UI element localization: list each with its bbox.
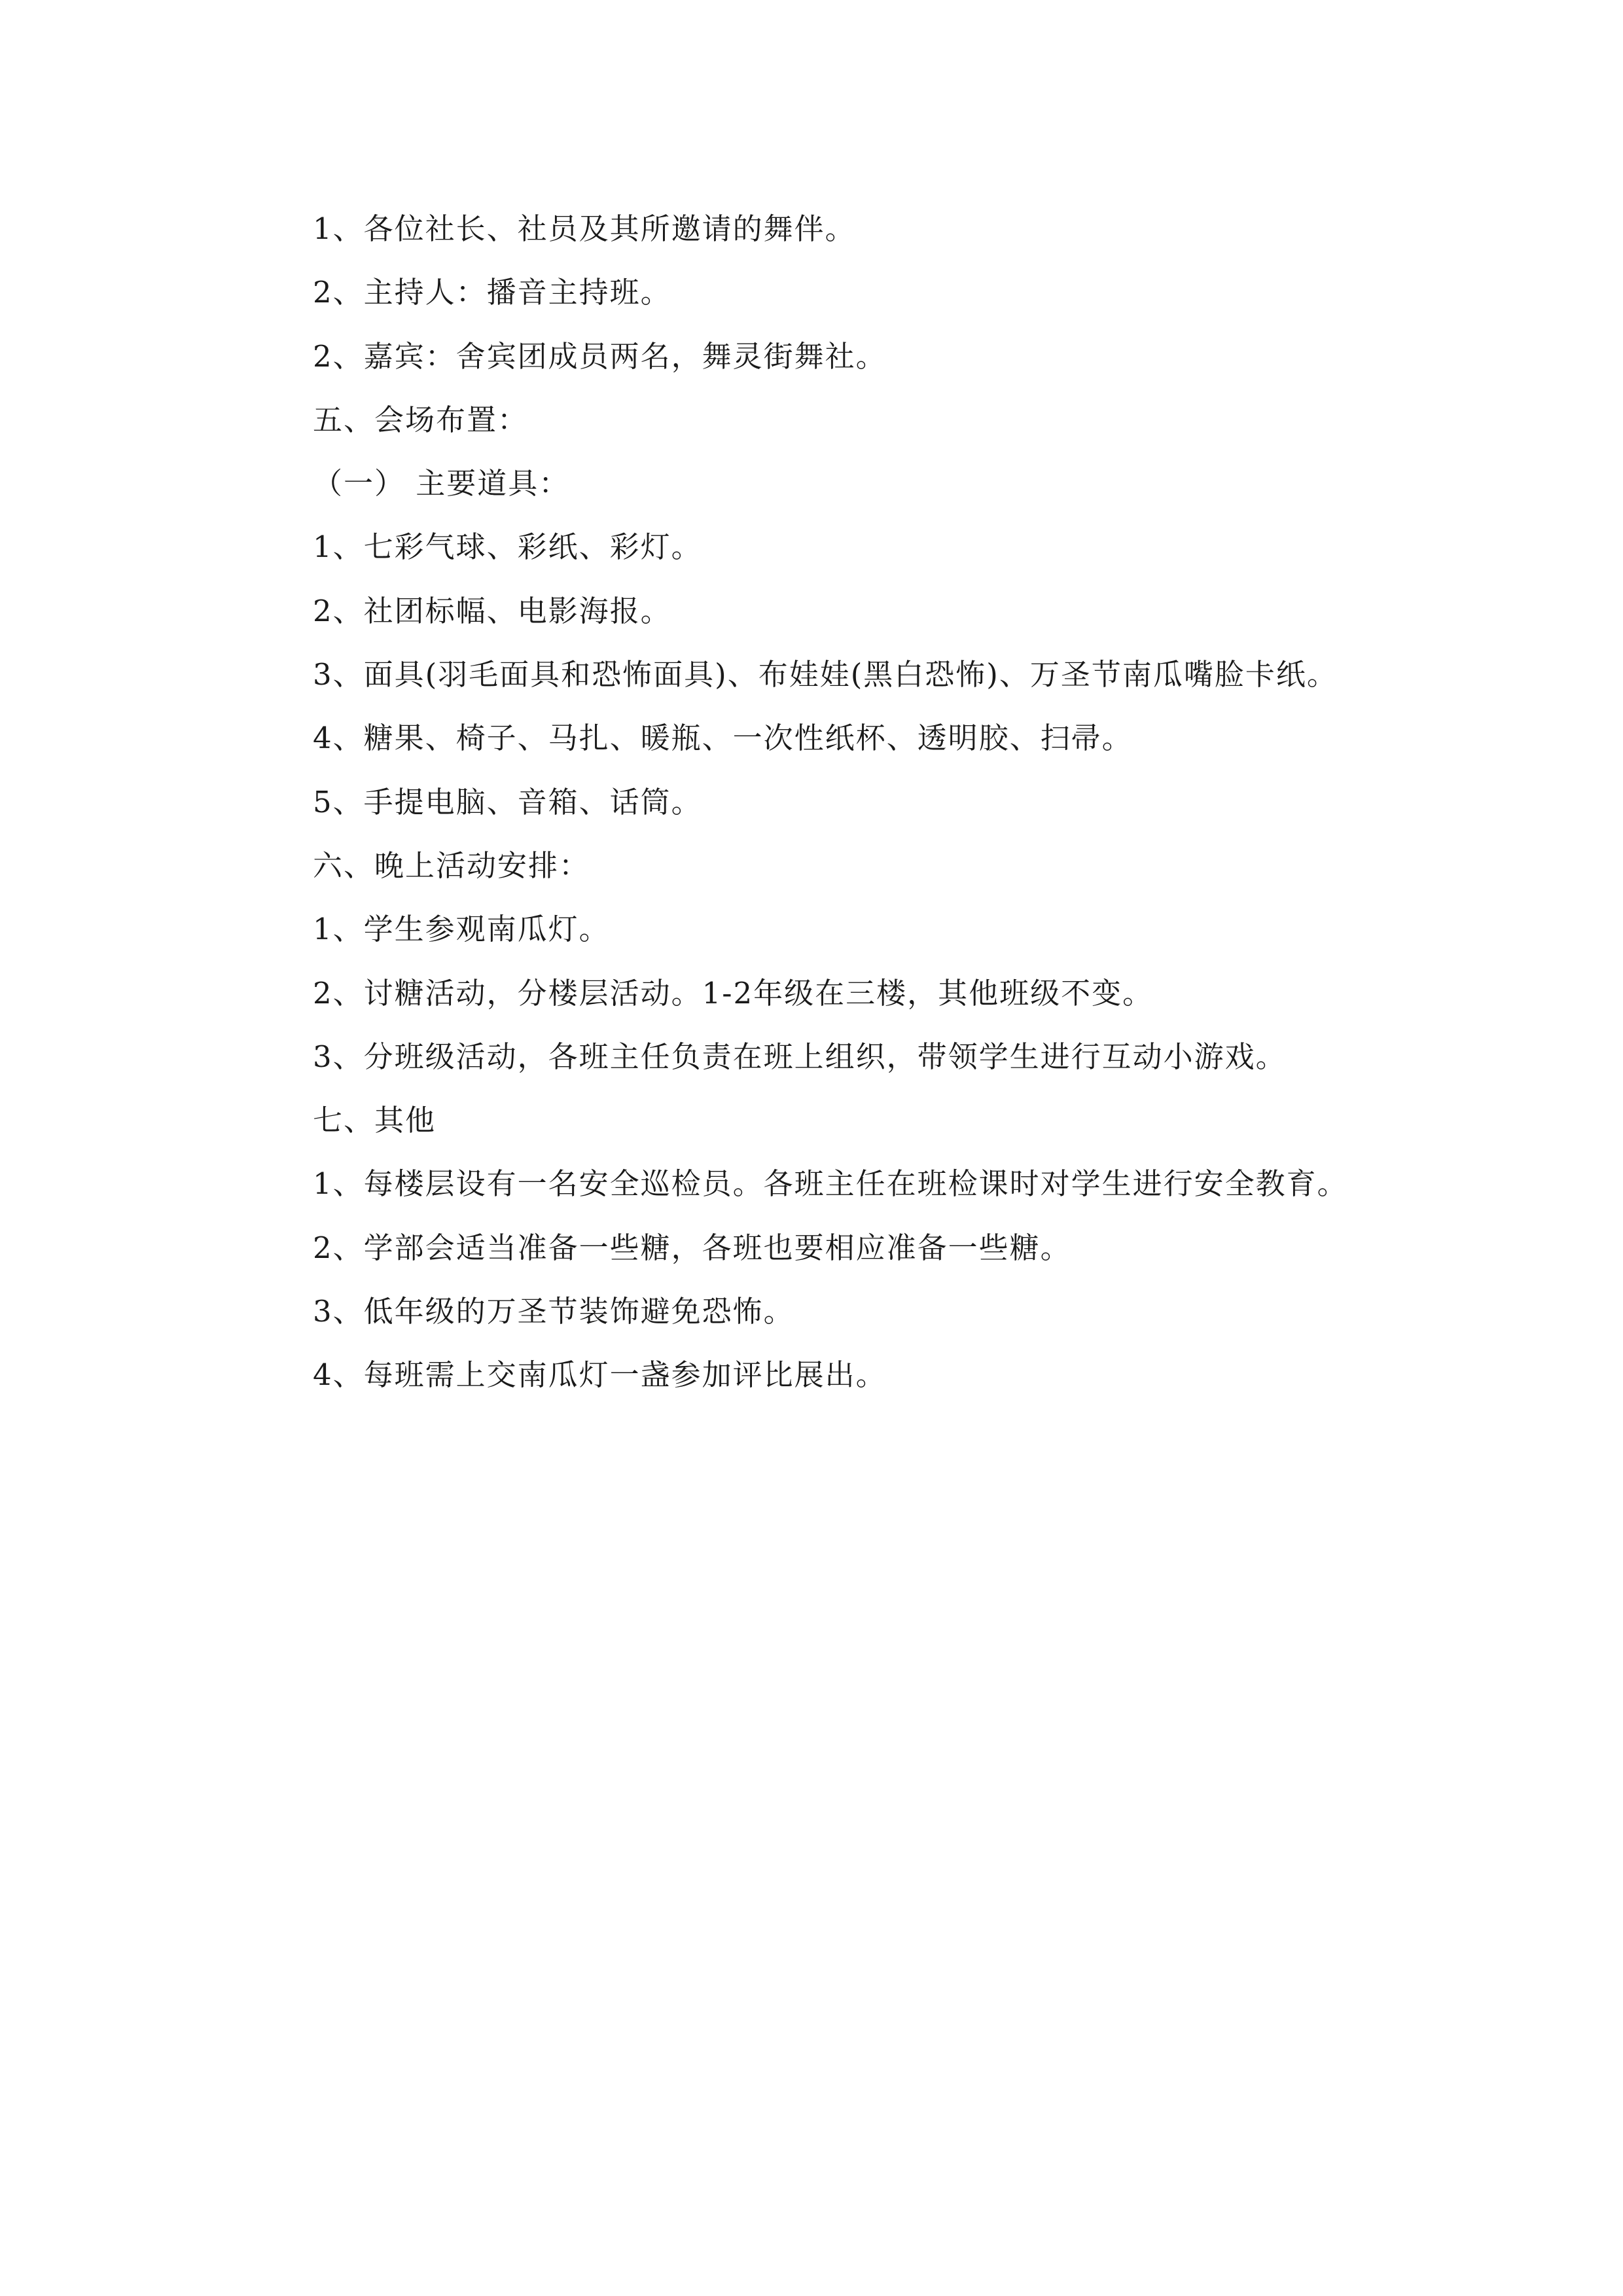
list-item: 1、各位社长、社员及其所邀请的舞伴。: [313, 211, 856, 246]
list-item: 3、面具(羽毛面具和恐怖面具)、布娃娃(黑白恐怖)、万圣节南瓜嘴脸卡纸。: [313, 657, 1338, 692]
section-heading: 七、其他: [313, 1103, 437, 1138]
list-item: 2、主持人：播音主持班。: [313, 275, 671, 310]
section-heading: 五、会场布置：: [313, 402, 529, 437]
list-item: 2、讨糖活动，分楼层活动。1-2年级在三楼，其他班级不变。: [313, 975, 1154, 1011]
list-item: 1、学生参观南瓜灯。: [313, 912, 610, 947]
document-body: [313, 208, 1465, 1418]
list-item: 4、每班需上交南瓜灯一盏参加评比展出。: [313, 1357, 887, 1393]
list-item: 2、学部会适当准备一些糖，各班也要相应准备一些糖。: [313, 1230, 1071, 1265]
list-item: 3、分班级活动，各班主任负责在班上组织，带领学生进行互动小游戏。: [313, 1039, 1287, 1074]
section-heading: 六、晚上活动安排：: [313, 848, 590, 883]
list-item: 1、七彩气球、彩纸、彩灯。: [313, 529, 702, 565]
list-item: 2、嘉宾：舍宾团成员两名，舞灵街舞社。: [313, 338, 887, 374]
list-item: 4、糖果、椅子、马扎、暖瓶、一次性纸杯、透明胶、扫帚。: [313, 721, 1133, 756]
list-item: 5、手提电脑、音箱、话筒。: [313, 784, 702, 819]
subsection-heading: （一） 主要道具：: [313, 466, 570, 501]
list-item: 1、每楼层设有一名安全巡检员。各班主任在班检课时对学生进行安全教育。: [313, 1166, 1348, 1202]
list-item: 3、低年级的万圣节装饰避免恐怖。: [313, 1294, 794, 1329]
list-item: 2、社团标幅、电影海报。: [313, 593, 671, 628]
